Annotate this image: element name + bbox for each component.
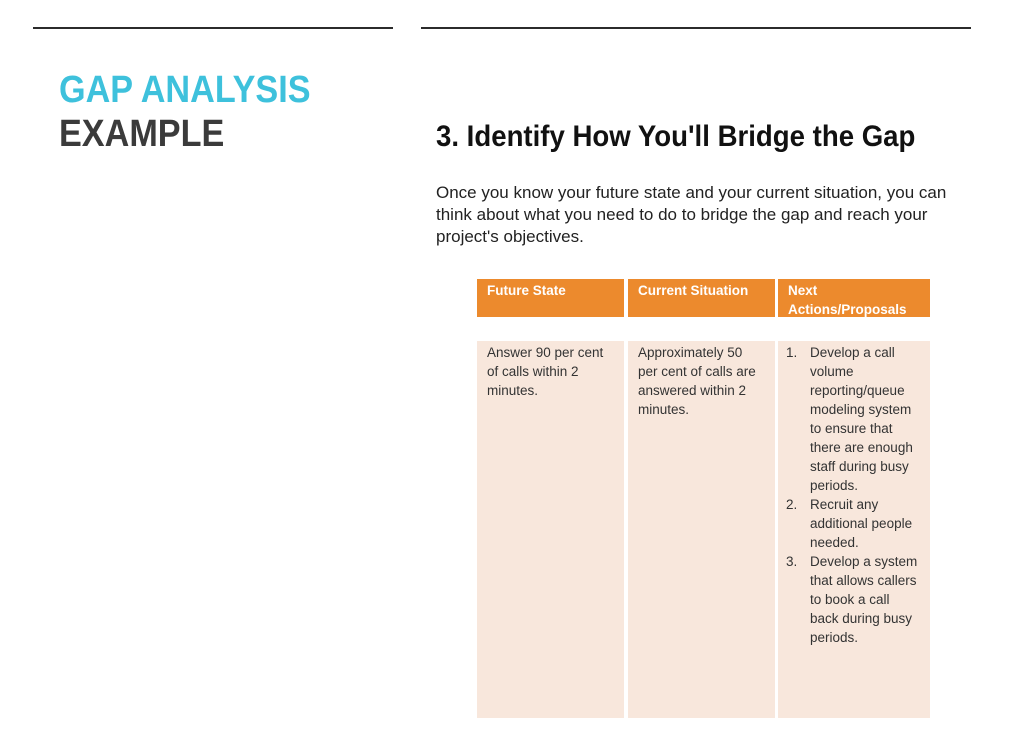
header-spacer — [477, 317, 624, 341]
list-item — [788, 495, 920, 552]
list-number: 2. — [786, 497, 798, 512]
heading-line-1: GAP ANALYSIS — [59, 69, 311, 111]
cell-next-actions — [778, 341, 930, 718]
cell-current-situation: Approximately 50 per cent of calls are answered within 2 minutes. — [628, 341, 775, 718]
header-current-situation: Current Situation — [628, 279, 775, 317]
top-rule-left — [33, 27, 393, 29]
future-state-column — [477, 279, 624, 718]
header-next-actions: Next Actions/Proposals — [778, 279, 930, 317]
header-spacer — [778, 317, 930, 341]
list-item — [788, 343, 920, 495]
header-future-state: Future State — [477, 279, 624, 317]
intro-paragraph: Once you know your future state and your current situation, you can think about what you need to do to bridge the gap and reach your project's objectives. — [436, 183, 947, 246]
gap-analysis-table — [477, 279, 930, 718]
list-number: 3. — [786, 554, 798, 569]
header-spacer — [628, 317, 775, 341]
section-title: 3. Identify How You'll Bridge the Gap — [436, 120, 916, 153]
heading-line-2: EXAMPLE — [59, 113, 225, 155]
list-number: 1. — [786, 345, 798, 360]
cell-future-state: Answer 90 per cent of calls within 2 minutes. — [477, 341, 624, 718]
actions-list — [788, 343, 920, 647]
current-situation-column — [628, 279, 775, 718]
top-rule-right — [421, 27, 971, 29]
list-text: Develop a call volume reporting/queue modeling system to ensure that there are enough staff during busy periods. — [810, 345, 913, 493]
list-text: Develop a system that allows callers to book a call back during busy periods. — [810, 554, 918, 645]
list-item — [788, 552, 920, 647]
slide-heading — [59, 68, 311, 156]
list-text: Recruit any additional people needed. — [810, 497, 913, 550]
next-actions-column — [778, 279, 930, 718]
